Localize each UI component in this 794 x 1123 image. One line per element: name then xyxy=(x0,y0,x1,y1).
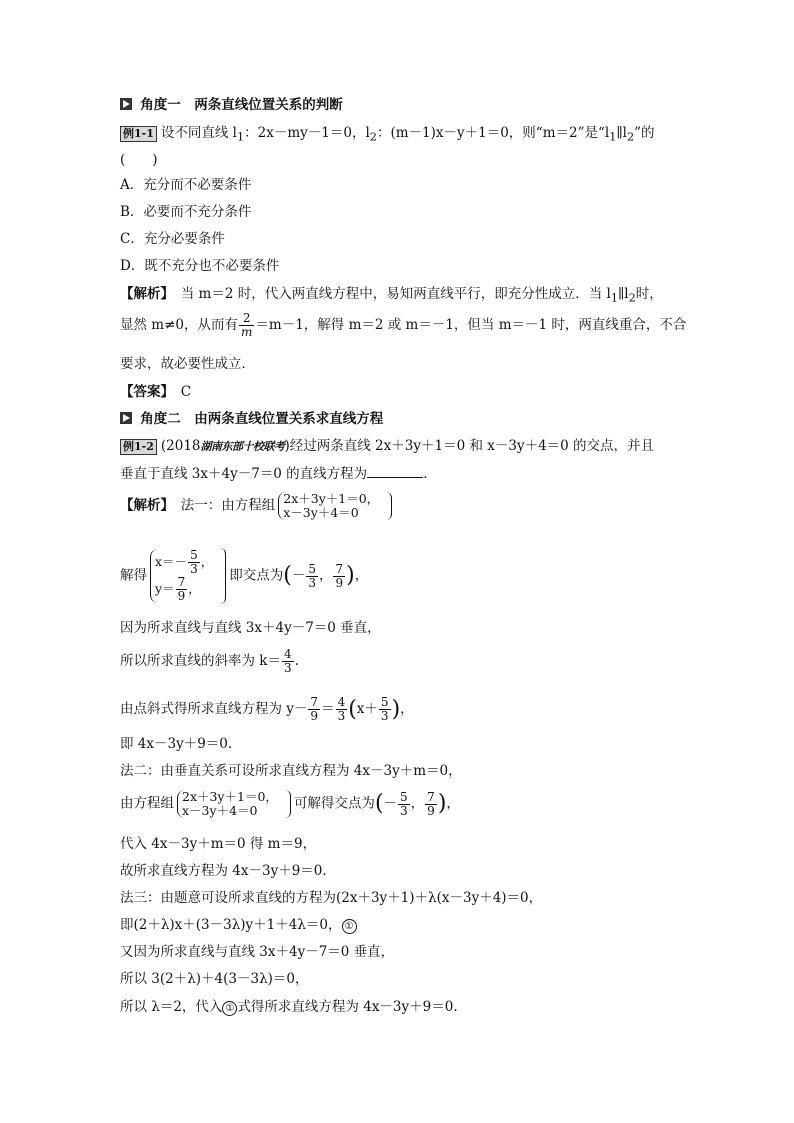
circled-one-marker: ① xyxy=(342,919,357,934)
method3-line2: 即(2＋λ)x＋(3－3λ)y＋1＋4λ＝0， ① xyxy=(120,916,357,934)
system-brace xyxy=(386,492,392,520)
example-1-2-question: 例1-2 (2018湖南东部十校联考)经过两条直线 2x＋3y＋1＝0 和 x－3y＋4＝0 的交点，并且 xyxy=(120,437,654,456)
method3-line4: 所以 3(2＋λ)＋4(3－3λ)＝0， xyxy=(120,971,309,987)
system-brace xyxy=(220,548,226,604)
equation-system: 2x＋3y＋1＝0， x－3y＋4＝0 xyxy=(278,492,383,520)
answer-label: 【答案】 xyxy=(120,384,168,400)
fraction: $\frac{2}{m}$ xyxy=(241,311,253,339)
option-d: D．既不充分也不必要条件 xyxy=(120,258,280,274)
system-brace xyxy=(285,790,291,818)
method1-system: 【解析】 法一：由方程组 2x＋3y＋1＝0， x－3y＋4＝0 xyxy=(120,492,395,520)
play-triangle-icon xyxy=(120,98,132,110)
method1-perpendicular: 因为所求直线与直线 3x＋4y－7＝0 垂直， xyxy=(120,620,381,636)
option-c: C．充分必要条件 xyxy=(120,231,225,247)
option-b: B．必要而不充分条件 xyxy=(120,204,252,220)
method1-solution: 解得 x＝－ $\frac{5}{3}$ ， y＝ $\frac{7}{9}$ ， 即交点为(－ $\frac{5}{3}$ ， $\frac{7}{9}$ )， xyxy=(120,548,369,603)
analysis-1-line3: 要求，故必要性成立． xyxy=(120,356,255,372)
example-1-1-question: 例1-1 设不同直线 $l_1$：2x－my－1＝0，$l_2$：(m－1)x－y＋1＝0，则“m＝2”是“$l_1\parallel l_2$”的 xyxy=(120,124,655,147)
analysis-1-line2: 显然 m≠0，从而有 $\frac{2}{m}$ ＝m－1，解得 m＝2 或 m＝－1，但当 m＝－1 时，两直线重合，不合 xyxy=(120,311,687,339)
example-1-2-question-line2: 垂直于直线 3x＋4y－7＝0 的直线方程为 ． xyxy=(120,466,437,482)
method3-line5: 所以 λ＝2，代入 ① 式得所求直线方程为 4x－3y＋9＝0. xyxy=(120,999,458,1015)
method1-result: 即 4x－3y＋9＝0. xyxy=(120,736,233,752)
analysis-label: 【解析】 xyxy=(120,286,168,302)
answer-bracket: ( ) xyxy=(120,152,158,168)
method2-line3: 代入 4x－3y＋m＝0 得 m＝9， xyxy=(120,836,317,852)
section-heading-angle2: 角度二 由两条直线位置关系求直线方程 xyxy=(120,410,383,428)
source-label: 湖南东部十校联考 xyxy=(200,440,285,453)
example-label: 例1-1 xyxy=(120,126,157,142)
answer-blank xyxy=(367,465,423,478)
analysis-1-line1: 【解析】 当 m＝2 时，代入两直线方程中，易知两直线平行，即充分性成立．当 $l_1\parallel l_2$时， xyxy=(120,286,663,305)
method3-line3: 又因为所求直线与直线 3x＋4y－7＝0 垂直， xyxy=(120,944,395,960)
circled-one-marker: ① xyxy=(222,1001,237,1016)
play-triangle-icon xyxy=(120,412,132,424)
answer-1: 【答案】 C xyxy=(120,384,192,400)
option-a: A．充分而不必要条件 xyxy=(120,177,252,193)
equation-system: 2x＋3y＋1＝0， x－3y＋4＝0 xyxy=(177,790,282,818)
example-label: 例1-2 xyxy=(120,439,157,455)
method2-line1: 法二：由垂直关系可设所求直线方程为 4x－3y＋m＝0， xyxy=(120,763,462,779)
method2-line4: 故所求直线方程为 4x－3y＋9＝0. xyxy=(120,863,327,879)
solution-system: x＝－ $\frac{5}{3}$ ， y＝ $\frac{7}{9}$ ， xyxy=(150,549,217,603)
method3-line1: 法三：由题意可设所求直线的方程为(2x＋3y＋1)＋λ(x－3y＋4)＝0， xyxy=(120,890,543,906)
analysis-label: 【解析】 xyxy=(120,497,168,514)
section-heading-angle1: 角度一 两条直线位置关系的判断 xyxy=(120,96,343,114)
method1-slope: 所以所求直线的斜率为 k＝ $\frac{4}{3}$ . xyxy=(120,647,299,675)
method1-point-slope: 由点斜式得所求直线方程为 y－ $\frac{7}{9}$ ＝ $\frac{4}{3}$ (x＋ $\frac{5}{3}$ )， xyxy=(120,695,414,723)
method2-line2: 由方程组 2x＋3y＋1＝0， x－3y＋4＝0 可解得交点为(－ $\frac{5}{3}$ ， $\frac{7}{9}$ )， xyxy=(120,789,460,818)
